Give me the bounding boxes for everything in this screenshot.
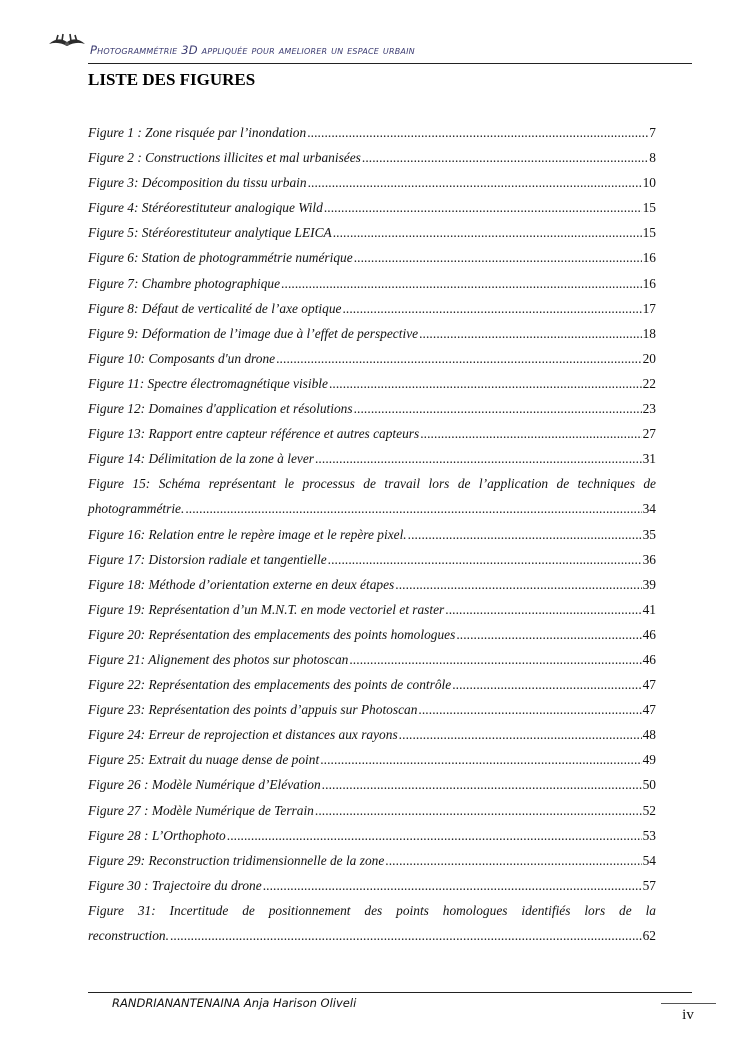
- dot-leader: [324, 195, 642, 220]
- figure-entry-label: reconstruction.: [88, 928, 169, 943]
- dot-leader: [315, 446, 642, 471]
- figure-entry-label: photogrammétrie.: [88, 501, 185, 517]
- figure-entry-label: Figure 9: Déformation de l’image due à l’effet de perspective: [88, 325, 419, 341]
- figure-entry-page: 39: [642, 576, 656, 592]
- figure-entry-page: 47: [642, 702, 656, 718]
- header-title: Photogrammétrie 3D appliquée pour ameliorer un espace urbain: [90, 43, 415, 57]
- figure-entry-page: 31: [642, 451, 656, 467]
- figure-entry-label: Figure 7: Chambre photographique: [88, 275, 281, 291]
- figure-entry-page: 50: [642, 777, 656, 793]
- page-number-divider: [661, 1003, 716, 1004]
- dot-leader: [170, 923, 642, 948]
- figure-entry[interactable]: [88, 271, 656, 296]
- figure-entry[interactable]: [88, 672, 656, 697]
- dot-leader: [399, 722, 642, 747]
- figure-entry[interactable]: [88, 798, 656, 823]
- dot-leader: [185, 496, 641, 521]
- dot-leader: [328, 547, 642, 572]
- dot-leader: [308, 170, 642, 195]
- dot-leader: [342, 296, 641, 321]
- figure-entry-label: Figure 24: Erreur de reprojection et distances aux rayons: [88, 727, 398, 743]
- figure-entry-label: Figure 1 : Zone risquée par l’inondation: [88, 125, 307, 140]
- figure-entry-page: 46: [642, 626, 656, 642]
- figure-entry-label: Figure 12: Domaines d'application et résolutions: [88, 401, 353, 417]
- figure-entry[interactable]: [88, 647, 656, 672]
- figure-entry-page: 18: [642, 325, 656, 341]
- figure-entry[interactable]: [88, 823, 656, 848]
- figure-entry-page: 27: [642, 426, 656, 442]
- figure-entry[interactable]: [88, 471, 656, 521]
- figure-entry[interactable]: [88, 195, 656, 220]
- figure-entry-page: 57: [642, 877, 656, 893]
- figure-entry-label: Figure 11: Spectre électromagnétique visible: [88, 375, 328, 391]
- figure-entry-label: Figure 26 : Modèle Numérique d’Elévation: [88, 777, 321, 793]
- dot-leader: [349, 647, 641, 672]
- figure-entry-page: 17: [642, 300, 656, 316]
- dot-leader: [276, 346, 642, 371]
- figure-entry[interactable]: [88, 245, 656, 270]
- figure-entry-label: Figure 6: Station de photogrammétrie numérique: [88, 250, 353, 266]
- figure-entry[interactable]: [88, 346, 656, 371]
- figure-entry-page: 47: [642, 677, 656, 693]
- figure-entry-label: Figure 30 : Trajectoire du drone: [88, 877, 262, 893]
- footer-author: RANDRIANANTENAINA Anja Harison Oliveli: [112, 996, 357, 1010]
- figure-entry-label: Figure 13: Rapport entre capteur référence et autres capteurs: [88, 426, 420, 442]
- dot-leader: [362, 145, 648, 170]
- figure-entry-page: 15: [642, 200, 656, 216]
- figure-entry-label: Figure 29: Reconstruction tridimensionnelle de la zone: [88, 852, 385, 868]
- figure-entry[interactable]: [88, 145, 656, 170]
- dot-leader: [281, 271, 642, 296]
- figure-entry[interactable]: [88, 597, 656, 622]
- dot-leader: [420, 421, 641, 446]
- figure-entry-label-line1: Figure 15: Schéma représentant le processus de travail lors de l’application de techniques de: [88, 476, 656, 492]
- figure-entry-page: 22: [642, 375, 656, 391]
- figure-entry-page: 41: [642, 601, 656, 617]
- figure-entry-label: Figure 25: Extrait du nuage dense de point: [88, 752, 320, 768]
- figure-entry[interactable]: [88, 772, 656, 797]
- figure-entry[interactable]: [88, 446, 656, 471]
- logo-icon: [48, 32, 86, 54]
- figure-entry[interactable]: [88, 120, 656, 145]
- figure-entry-label: Figure 10: Composants d'un drone: [88, 350, 276, 366]
- figure-entry-label: Figure 23: Représentation des points d’appuis sur Photoscan: [88, 702, 418, 718]
- figure-entry-page: 7: [649, 125, 656, 140]
- dot-leader: [333, 220, 642, 245]
- figure-entry-page: 36: [642, 551, 656, 567]
- figure-entry[interactable]: [88, 321, 656, 346]
- dot-leader: [445, 597, 641, 622]
- figure-entry-label: Figure 22: Représentation des emplacements des points de contrôle: [88, 677, 452, 693]
- figure-entry-label: Figure 19: Représentation d’un M.N.T. en mode vectoriel et raster: [88, 601, 445, 617]
- figure-entry-page: 23: [642, 401, 656, 417]
- figure-entry-label: Figure 20: Représentation des emplacements des points homologues: [88, 626, 456, 642]
- figure-entry-page: 52: [642, 802, 656, 818]
- dot-leader: [263, 873, 642, 898]
- figure-entry[interactable]: [88, 572, 656, 597]
- page-title: LISTE DES FIGURES: [88, 70, 256, 89]
- dot-leader: [320, 747, 641, 772]
- figure-list: [88, 120, 656, 948]
- figure-entry-label: Figure 21: Alignement des photos sur photoscan: [88, 651, 349, 667]
- dot-leader: [329, 371, 642, 396]
- figure-entry-page: 54: [642, 852, 656, 868]
- figure-entry[interactable]: [88, 296, 656, 321]
- figure-entry-page: 10: [642, 175, 656, 191]
- dot-leader: [315, 798, 642, 823]
- figure-entry[interactable]: [88, 898, 656, 948]
- figure-entry-label: Figure 27 : Modèle Numérique de Terrain: [88, 802, 314, 818]
- dot-leader: [452, 672, 641, 697]
- figure-entry[interactable]: [88, 873, 656, 898]
- figure-entry-page: 16: [642, 250, 656, 266]
- figure-entry-page: 62: [642, 928, 656, 943]
- figure-entry-page: 20: [642, 350, 656, 366]
- figure-entry-label: Figure 18: Méthode d’orientation externe en deux étapes: [88, 576, 395, 592]
- header-divider: [88, 63, 692, 64]
- figure-entry-label: Figure 28 : L’Orthophoto: [88, 827, 226, 843]
- figure-entry[interactable]: [88, 522, 656, 547]
- page-number: iv: [682, 1007, 694, 1023]
- figure-entry-page: 34: [642, 501, 656, 517]
- dot-leader: [408, 522, 642, 547]
- figure-entry[interactable]: [88, 747, 656, 772]
- figure-entry-label: Figure 16: Relation entre le repère image et le repère pixel.: [88, 526, 407, 542]
- figure-entry-page: 49: [642, 752, 656, 768]
- figure-entry[interactable]: [88, 220, 656, 245]
- figure-entry-label: Figure 17: Distorsion radiale et tangentielle: [88, 551, 327, 567]
- dot-leader: [395, 572, 641, 597]
- dot-leader: [354, 245, 642, 270]
- dot-leader: [322, 772, 642, 797]
- figure-entry-label: Figure 2 : Constructions illicites et mal urbanisées: [88, 150, 361, 166]
- figure-entry[interactable]: [88, 848, 656, 873]
- dot-leader: [456, 622, 641, 647]
- figure-entry-page: 15: [642, 225, 656, 241]
- figure-entry[interactable]: [88, 547, 656, 572]
- figure-entry-page: 16: [642, 275, 656, 291]
- figure-entry[interactable]: [88, 371, 656, 396]
- figure-entry-label: Figure 8: Défaut de verticalité de l’axe optique: [88, 300, 342, 316]
- figure-entry[interactable]: [88, 697, 656, 722]
- figure-entry-page: 48: [642, 727, 656, 743]
- figure-entry-label: Figure 5: Stéréorestituteur analytique LEICA: [88, 225, 332, 241]
- figure-entry-page: 8: [649, 150, 656, 166]
- figure-entry[interactable]: [88, 421, 656, 446]
- dot-leader: [418, 697, 641, 722]
- dot-leader: [419, 321, 642, 346]
- footer-divider: [88, 992, 692, 993]
- dot-leader: [307, 120, 648, 145]
- figure-entry[interactable]: [88, 170, 656, 195]
- figure-entry-label: Figure 14: Délimitation de la zone à lever: [88, 451, 314, 467]
- figure-entry-page: 35: [642, 526, 656, 542]
- figure-entry[interactable]: [88, 622, 656, 647]
- figure-entry-label-line1: Figure 31: Incertitude de positionnement des points homologues identifiés lors de la: [88, 902, 656, 918]
- figure-entry[interactable]: [88, 396, 656, 421]
- figure-entry-label: Figure 4: Stéréorestituteur analogique Wild: [88, 200, 323, 216]
- figure-entry-label: Figure 3: Décomposition du tissu urbain: [88, 175, 307, 191]
- figure-entry[interactable]: [88, 722, 656, 747]
- figure-entry-page: 53: [642, 827, 656, 843]
- dot-leader: [385, 848, 641, 873]
- dot-leader: [227, 823, 642, 848]
- dot-leader: [354, 396, 642, 421]
- figure-entry-page: 46: [642, 651, 656, 667]
